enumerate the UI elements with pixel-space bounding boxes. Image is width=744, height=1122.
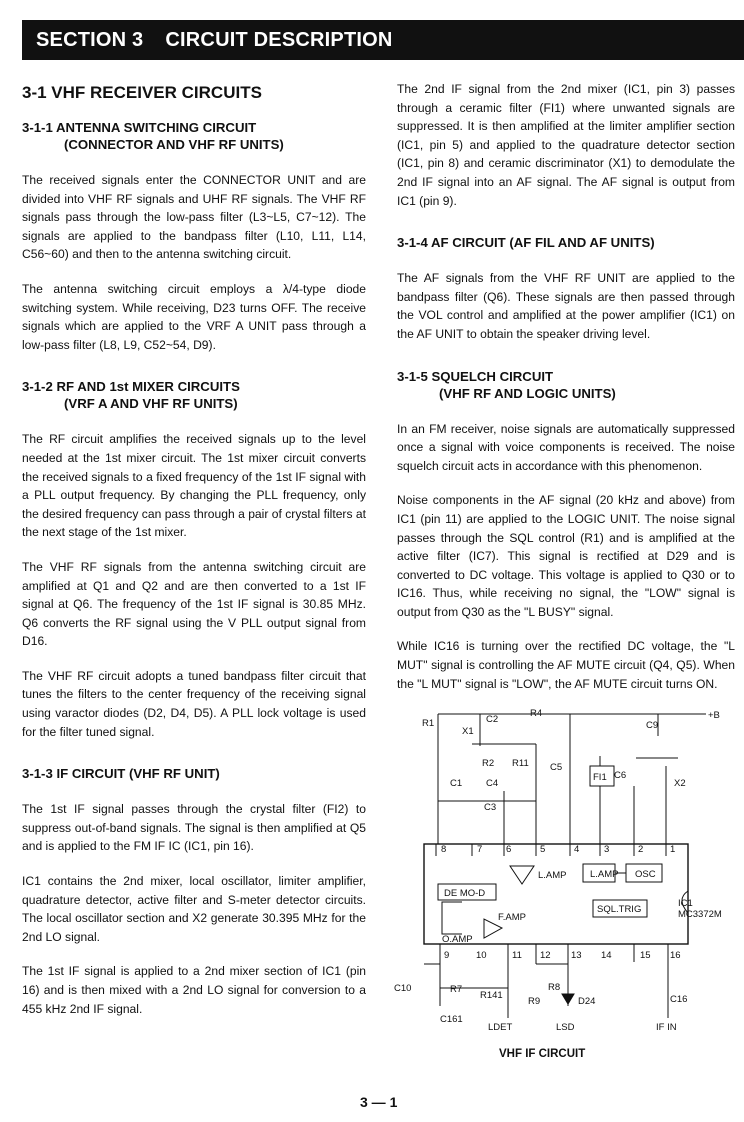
label-c161: C161 [440,1014,463,1025]
section-number: SECTION 3 [36,28,144,51]
heading-3-1-1 [22,119,366,153]
label-lsd: LSD [556,1022,575,1033]
label-r8: R8 [548,982,561,993]
heading-3-1-5 [397,368,735,402]
pin-16: 16 [670,950,681,961]
right-column [397,80,735,709]
heading-3-1-1-line2: (CONNECTOR AND VHF RF UNITS) [64,137,284,152]
pin-6: 6 [506,844,512,855]
paragraph: In an FM receiver, noise signals are automatically suppressed once a signal with voice components is received. The noise squelch circuit acts in accordance with this phenomenon. [397,421,735,473]
label-x1: X1 [462,726,474,737]
paragraph: The 2nd IF signal from the 2nd mixer (IC1, pin 3) passes through a ceramic filter (FI1) where unwanted signals are suppressed. It is then amplified at the limiter amplifier section (IC1, pin 5) and applied to the quadrature detector section (IC1, pin 8) and ceramic discriminator (X1) to demodulate the 2nd IF signal into an AF signal. The AF signal is output from IC1 (pin 9). [397,82,735,208]
figure-caption: VHF IF CIRCUIT [499,1048,586,1060]
block-osc: OSC [635,869,656,880]
paragraph: The 1st IF signal is applied to a 2nd mixer section of IC1 (pin 16) and is then mixed with a 2nd LO signal for conversion to a 455 kHz 2nd IF signal. [22,964,366,1016]
label-r2: R2 [482,758,495,769]
label-c6: C6 [614,770,627,781]
paragraph: While IC16 is turning over the rectified DC voltage, the "L MUT" signal is controlling the AF MUTE circuit (Q4, Q5). When the "L MUT" signal is "LOW", the AF MUTE circuit turns ON. [397,639,735,691]
left-column [22,80,366,1034]
heading-3-1-2-line2: (VRF A AND VHF RF UNITS) [64,396,238,412]
label-c16: C16 [670,994,688,1005]
label-fi1: FI1 [593,772,607,783]
heading-3-1-2 [22,378,366,412]
heading-3-1-5-line1: 3-1-5 SQUELCH CIRCUIT [397,368,554,384]
paragraph: Noise components in the AF signal (20 kHz and above) from IC1 (pin 11) are applied to the LOGIC UNIT. The noise signal passes through the SQL control (R1) and is amplified at the active filter (IC7). This signal is rectified at D29 and is converted to DC voltage. This voltage is applied to Q30 or to IC16. Thus, while receiving no signal, the "LOW" signal is output from Q30 as the "L BUSY" signal. [397,493,735,619]
pin-4: 4 [574,844,580,855]
label-c2: C2 [486,714,499,725]
block-mix: L.AMP [590,869,619,880]
paragraph: The VHF RF signals from the antenna switching circuit are amplified at Q1 and Q2 and are then converted to a 1st IF signal at Q6. The frequency of the 1st IF signal is 30.85 MHz. Q6 converts the RF signal using the V PLL output signal from D16. [22,559,366,649]
label-ic-part: MC3372M [678,909,722,920]
vhf-if-circuit-diagram [388,706,738,1036]
paragraph: The VHF RF circuit adopts a tuned bandpass filter circuit that tunes the filters to the center frequency of the receiving signal using varactor diodes (D2, D4, D5). A PLL lock voltage is used for the filter tuned signal. [22,668,366,739]
heading-3-1-3: 3-1-3 IF CIRCUIT (VHF RF UNIT) [22,766,220,782]
section-title: CIRCUIT DESCRIPTION [165,28,393,51]
block-famp: F.AMP [498,912,526,923]
heading-3-1-4: 3-1-4 AF CIRCUIT (AF FIL AND AF UNITS) [397,235,655,251]
paragraph: The antenna switching circuit employs a λ/4-type diode switching system. While receiving, D23 turns OFF. The receive signals which are applied to the VRF A UNIT pass through a low-pass filter (L8, L9, C52~54, D9). [22,281,366,352]
pin-1: 1 [670,844,676,855]
label-ifin: IF IN [656,1022,677,1033]
pin-10: 10 [476,950,487,961]
label-ic: IC1 [678,898,693,909]
heading-3-1-5-line2: (VHF RF AND LOGIC UNITS) [439,385,616,401]
pin-13: 13 [571,950,582,961]
heading-3-1-1-line1: 3-1-1 ANTENNA SWITCHING CIRCUIT [22,120,257,135]
label-c1: C1 [450,778,463,789]
label-r9: R9 [528,996,541,1007]
heading-3-1-2-line1: 3-1-2 RF AND 1st MIXER CIRCUITS [22,379,240,395]
label-r11: R11 [512,758,529,769]
pin-9: 9 [444,950,450,961]
paragraph: The AF signals from the VHF RF UNIT are applied to the bandpass filter (Q6). These signals are then passed through the VOL control and amplified at the power amplifier (IC1) on the AF UNIT to obtain the speaker driving level. [397,271,735,341]
pin-2: 2 [638,844,644,855]
label-d24: D24 [578,996,596,1007]
label-r7: R7 [450,984,463,995]
main-heading: 3-1 VHF RECEIVER CIRCUITS [22,83,262,102]
pin-3: 3 [604,844,610,855]
paragraph: The received signals enter the CONNECTOR UNIT and are divided into VHF RF signals and UHF RF signals. The VHF RF signals pass through the low-pass filter (L3~L5, C7~12). The signals are applied to the bandpass filter (L10, L11, L14, C56~60) and then to the antenna switching circuit. [22,173,366,262]
pin-12: 12 [540,950,551,961]
section-banner [22,20,744,60]
label-r1: R1 [422,718,435,729]
label-supply: +B [708,710,720,721]
pin-14: 14 [601,950,612,961]
label-c9: C9 [646,720,659,731]
label-x2: X2 [674,778,686,789]
label-c4: C4 [486,778,499,789]
pin-11: 11 [512,950,522,961]
block-demod: DE MO-D [444,888,486,899]
label-c3: C3 [484,802,497,813]
label-c5: C5 [550,762,563,773]
paragraph: The 1st IF signal passes through the crystal filter (FI2) to suppress out-of-band signals. The signal is then amplified at Q5 and is applied to the FM IF IC (IC1, pin 16). [22,802,366,854]
pin-5: 5 [540,844,546,855]
page-number: 3 — 1 [360,1094,398,1110]
label-c10: C10 [394,983,412,994]
label-ldet: LDET [488,1022,513,1033]
block-oamp: O.AMP [442,934,473,945]
block-lamp: L.AMP [538,870,567,881]
paragraph: The RF circuit amplifies the received signals up to the level needed at the 1st mixer circuit. The 1st mixer circuit converts the received signals to a fixed frequency of the 1st IF signal with a PLL output frequency. By changing the PLL frequency, only the desired frequency can pass through a pair of crystal filters at the next stage of the 1st mixer. [22,432,366,540]
label-r4: R4 [530,708,543,719]
label-r141: R141 [480,990,503,1001]
pin-7: 7 [477,844,483,855]
pin-8: 8 [441,844,447,855]
paragraph: IC1 contains the 2nd mixer, local oscillator, limiter amplifier, quadrature detector, active filter and S-meter detector circuits. The local oscillator section and X2 generate 30.395 MHz for the 2nd LO signal. [22,874,366,944]
block-sqltrig: SQL.TRIG [597,904,642,915]
pin-15: 15 [640,950,651,961]
